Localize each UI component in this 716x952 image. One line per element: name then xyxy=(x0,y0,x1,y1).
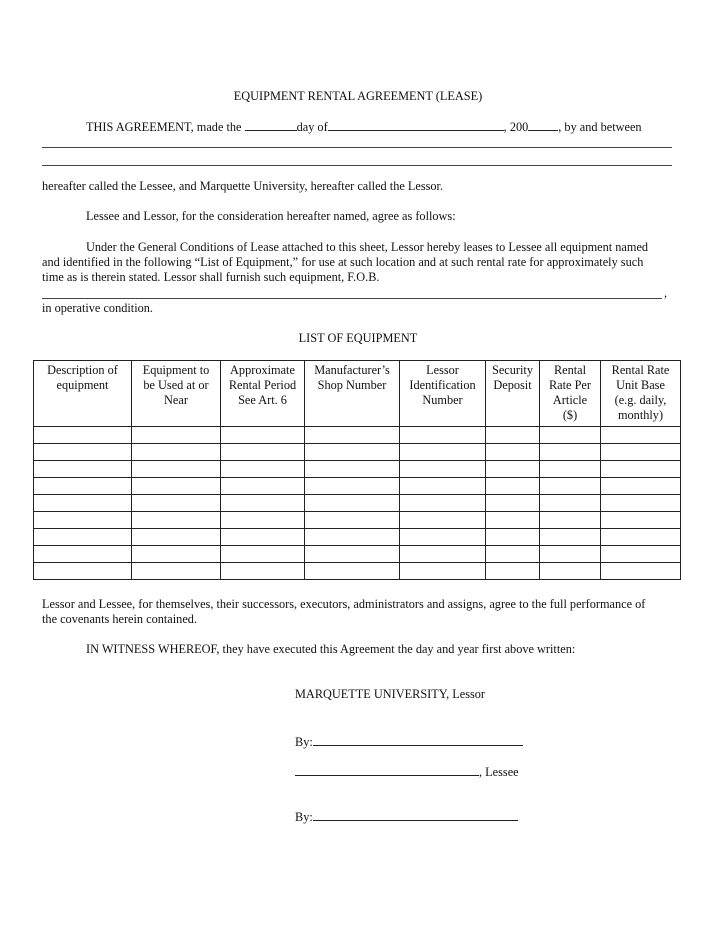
column-header-line: Rental xyxy=(553,363,587,377)
table-cell[interactable] xyxy=(305,444,400,461)
table-row xyxy=(34,461,681,478)
column-header-line: Article xyxy=(552,393,588,407)
consideration-statement: Lessee and Lessor, for the consideration hereafter named, agree as follows: xyxy=(86,209,456,223)
table-cell[interactable] xyxy=(34,444,132,461)
day-blank[interactable] xyxy=(245,119,297,131)
column-header xyxy=(601,361,681,427)
list-of-equipment-heading: LIST OF EQUIPMENT xyxy=(298,331,418,345)
table-cell[interactable] xyxy=(540,478,601,495)
table-cell[interactable] xyxy=(34,461,132,478)
table-body xyxy=(34,427,681,580)
table-cell[interactable] xyxy=(601,427,681,444)
party-blank-line-1[interactable] xyxy=(42,147,672,148)
intro-day-of: day of xyxy=(296,120,328,134)
table-cell[interactable] xyxy=(486,546,540,563)
performance-line-1: Lessor and Lessee, for themselves, their successors, executors, administrators and assigns, agree to the full performance of xyxy=(42,597,646,611)
table-cell[interactable] xyxy=(400,461,486,478)
table-cell[interactable] xyxy=(132,512,221,529)
table-cell[interactable] xyxy=(34,478,132,495)
table-cell[interactable] xyxy=(221,461,305,478)
column-header-line: Number xyxy=(422,393,463,407)
column-header xyxy=(400,361,486,427)
lessor-by-label: By: xyxy=(295,735,313,749)
table-cell[interactable] xyxy=(540,563,601,580)
table-cell[interactable] xyxy=(132,529,221,546)
table-cell[interactable] xyxy=(601,495,681,512)
table-cell[interactable] xyxy=(221,563,305,580)
lessor-name: MARQUETTE UNIVERSITY, Lessor xyxy=(295,687,486,701)
table-cell[interactable] xyxy=(601,563,681,580)
table-row xyxy=(34,427,681,444)
column-header xyxy=(132,361,221,427)
column-header-line: Rental Rate xyxy=(611,363,670,377)
table-cell[interactable] xyxy=(540,461,601,478)
lessor-signature-line xyxy=(295,734,523,749)
operative-condition-text: in operative condition. xyxy=(42,301,153,315)
witness-statement: IN WITNESS WHEREOF, they have executed this Agreement the day and year first above written: xyxy=(86,642,576,656)
table-cell[interactable] xyxy=(305,546,400,563)
intro-year-prefix: , 200 xyxy=(503,120,529,134)
table-cell[interactable] xyxy=(305,461,400,478)
table-cell[interactable] xyxy=(34,495,132,512)
column-header xyxy=(221,361,305,427)
column-header xyxy=(540,361,601,427)
column-header-line: Security xyxy=(492,363,533,377)
table-cell[interactable] xyxy=(305,427,400,444)
table-cell[interactable] xyxy=(486,495,540,512)
column-header xyxy=(486,361,540,427)
table-cell[interactable] xyxy=(34,512,132,529)
table-row xyxy=(34,495,681,512)
table-cell[interactable] xyxy=(305,563,400,580)
table-row xyxy=(34,512,681,529)
lessor-signature-blank[interactable] xyxy=(313,734,523,746)
column-header-line: Rental Period xyxy=(228,378,297,392)
column-header-line: Rate Per xyxy=(548,378,591,392)
table-cell[interactable] xyxy=(486,512,540,529)
table-cell[interactable] xyxy=(486,444,540,461)
document-title: EQUIPMENT RENTAL AGREEMENT (LEASE) xyxy=(233,89,483,103)
table-cell[interactable] xyxy=(486,461,540,478)
table-cell[interactable] xyxy=(221,478,305,495)
table-row xyxy=(34,529,681,546)
column-header-line: See Art. 6 xyxy=(238,393,287,407)
table-cell[interactable] xyxy=(540,444,601,461)
table-cell[interactable] xyxy=(400,529,486,546)
table-cell[interactable] xyxy=(486,529,540,546)
table-cell[interactable] xyxy=(34,529,132,546)
column-header xyxy=(305,361,400,427)
table-cell[interactable] xyxy=(400,444,486,461)
table-cell[interactable] xyxy=(221,495,305,512)
agreement-intro-line xyxy=(86,119,642,134)
table-cell[interactable] xyxy=(221,529,305,546)
intro-suffix: , by and between xyxy=(558,120,642,134)
general-conditions-line-3: time as is therein stated. Lessor shall furnish such equipment, F.O.B. xyxy=(42,270,380,284)
table-cell[interactable] xyxy=(132,563,221,580)
table-cell[interactable] xyxy=(132,546,221,563)
month-blank[interactable] xyxy=(328,119,504,131)
column-header-line: Manufacturer’s xyxy=(314,363,390,377)
table-cell[interactable] xyxy=(400,427,486,444)
table-row xyxy=(34,444,681,461)
table-cell[interactable] xyxy=(132,495,221,512)
intro-prefix: THIS AGREEMENT, made the xyxy=(86,120,242,134)
party-blank-line-2[interactable] xyxy=(42,165,672,166)
column-header-line: Lessor xyxy=(426,363,459,377)
column-header-line: Deposit xyxy=(493,378,532,392)
table-cell[interactable] xyxy=(540,529,601,546)
table-row xyxy=(34,546,681,563)
year-blank[interactable] xyxy=(528,119,558,131)
table-cell[interactable] xyxy=(221,546,305,563)
table-cell[interactable] xyxy=(486,563,540,580)
table-cell[interactable] xyxy=(305,478,400,495)
table-row xyxy=(34,478,681,495)
column-header-line: Identification xyxy=(409,378,476,392)
column-header-line: Unit Base xyxy=(616,378,665,392)
table-cell[interactable] xyxy=(34,563,132,580)
column-header-line: Equipment to xyxy=(142,363,210,377)
table-cell[interactable] xyxy=(540,512,601,529)
column-header-line: Description of xyxy=(47,363,118,377)
table-cell[interactable] xyxy=(400,478,486,495)
table-cell[interactable] xyxy=(132,461,221,478)
column-header-line: be Used at or xyxy=(143,378,209,392)
lessee-signature-line xyxy=(295,809,518,824)
lessee-by-label: By: xyxy=(295,810,313,824)
column-header-line: Shop Number xyxy=(317,378,387,392)
table-cell[interactable] xyxy=(601,478,681,495)
column-header-line: ($) xyxy=(562,408,578,422)
table-cell[interactable] xyxy=(601,512,681,529)
table-cell[interactable] xyxy=(400,495,486,512)
table-cell[interactable] xyxy=(400,546,486,563)
table-row xyxy=(34,563,681,580)
table-cell[interactable] xyxy=(305,512,400,529)
table-cell[interactable] xyxy=(601,444,681,461)
table-cell[interactable] xyxy=(486,478,540,495)
table-cell[interactable] xyxy=(132,427,221,444)
column-header-line: Near xyxy=(164,393,188,407)
table-cell[interactable] xyxy=(400,563,486,580)
table-cell[interactable] xyxy=(132,478,221,495)
table-cell[interactable] xyxy=(540,427,601,444)
table-cell[interactable] xyxy=(221,512,305,529)
lessee-signature-blank[interactable] xyxy=(313,809,518,821)
column-header-line: monthly) xyxy=(617,408,664,422)
table-cell[interactable] xyxy=(400,512,486,529)
column-header-line: Approximate xyxy=(230,363,295,377)
fob-comma: , xyxy=(664,286,668,300)
column-header xyxy=(34,361,132,427)
table-cell[interactable] xyxy=(132,444,221,461)
lessee-suffix: , Lessee xyxy=(479,765,519,779)
table-cell[interactable] xyxy=(601,546,681,563)
fob-location-blank[interactable] xyxy=(42,298,662,299)
column-header-line: equipment xyxy=(56,378,109,392)
table-cell[interactable] xyxy=(601,529,681,546)
table-cell[interactable] xyxy=(34,546,132,563)
general-conditions-line-2: and identified in the following “List of Equipment,” for use at such location and at such rental rate for approximately such xyxy=(42,255,644,269)
table-cell[interactable] xyxy=(221,444,305,461)
table-cell[interactable] xyxy=(601,461,681,478)
general-conditions-line-1: Under the General Conditions of Lease attached to this sheet, Lessor hereby leases to Lessee all equipment named xyxy=(86,240,649,254)
table-cell[interactable] xyxy=(486,427,540,444)
lessee-definition: hereafter called the Lessee, and Marquette University, hereafter called the Lessor. xyxy=(42,179,444,193)
table-cell[interactable] xyxy=(34,427,132,444)
table-cell[interactable] xyxy=(540,495,601,512)
column-header-line: (e.g. daily, xyxy=(614,393,667,407)
table-header-row xyxy=(34,361,681,427)
lessee-name-blank[interactable] xyxy=(295,764,479,776)
table-cell[interactable] xyxy=(305,495,400,512)
equipment-table xyxy=(33,360,681,580)
lessee-name-line xyxy=(295,764,519,779)
table-cell[interactable] xyxy=(221,427,305,444)
table-cell[interactable] xyxy=(305,529,400,546)
performance-line-2: the covenants herein contained. xyxy=(42,612,198,626)
table-cell[interactable] xyxy=(540,546,601,563)
